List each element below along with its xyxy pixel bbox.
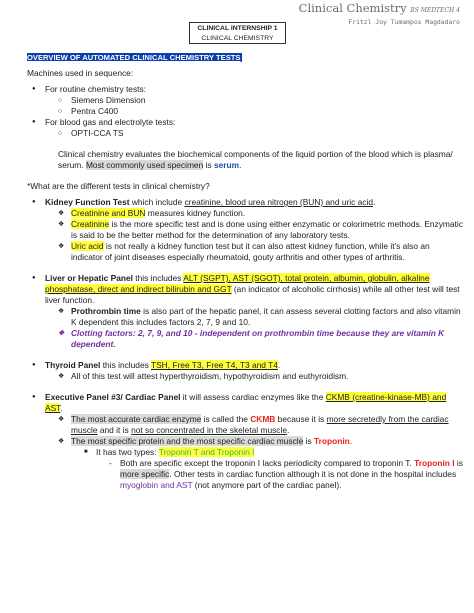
kidney-text: which include bbox=[129, 197, 185, 207]
thyroid-panel-name: Thyroid Panel bbox=[45, 360, 101, 370]
kidney-subtext: is the more specific test and is done using either enzymatic or colorimetric methods. Enzymatic is said to be the better method for the determination of any laboratory tests. bbox=[71, 219, 463, 240]
kidney-highlight: Creatinine and BUN bbox=[71, 208, 146, 218]
title-box bbox=[189, 22, 286, 44]
troponin-types-highlight: Troponin T and Troponin I bbox=[158, 447, 255, 457]
page-header bbox=[299, 2, 460, 26]
liver-panel-item bbox=[27, 273, 463, 306]
kidney-highlight: Creatinine bbox=[71, 219, 110, 229]
troponin-i-label: Troponin I bbox=[414, 458, 455, 468]
troponin-types-text: It has two types: bbox=[96, 447, 159, 457]
cardiac-highlight: The most accurate cardiac enzyme bbox=[71, 414, 202, 424]
kidney-subtext: is not really a kidney function test but it can also attest kidney function, while it's also an indicator of joint diseases especially rheumatoid, gouty arthritis and other types of arthritis. bbox=[71, 241, 430, 262]
machine-item: ○ Pentra C400 bbox=[27, 106, 463, 117]
header-course: BS MEDTECH 4 bbox=[410, 7, 460, 14]
kidney-subitem bbox=[27, 208, 463, 219]
kidney-test-item bbox=[27, 197, 463, 208]
cardiac-panel-name: Executive Panel #3/ Cardiac Panel bbox=[45, 392, 181, 402]
question-line: *What are the different tests in clinical chemistry? bbox=[27, 181, 210, 191]
troponin-detail-text: is bbox=[454, 458, 463, 468]
thyroid-subitem: ❖ All of this test will attest hyperthyroidism, hypothyroidism and euthyroidism. bbox=[27, 371, 463, 382]
machine-item: ○ Siemens Dimension bbox=[27, 95, 463, 106]
machines-intro: Machines used in sequence: bbox=[27, 68, 134, 78]
kidney-test-name: Kidney Function Test bbox=[45, 197, 130, 207]
troponin-detail-item bbox=[27, 458, 463, 491]
gas-tests-label: ● For blood gas and electrolyte tests: bbox=[27, 117, 463, 128]
liver-text: this includes bbox=[132, 273, 184, 283]
paragraph-text: Clinical chemistry evaluates the biochemical components of the liquid portion of the blood which is plasma/ serum. bbox=[58, 149, 453, 170]
cardiac-subtext: . bbox=[349, 436, 353, 446]
cardiac-panel-item bbox=[27, 392, 463, 414]
paragraph-serum: serum bbox=[213, 160, 240, 170]
section-heading-row bbox=[27, 52, 463, 63]
cardiac-text: it will assess cardiac enzymes like the bbox=[180, 392, 326, 402]
document-body bbox=[27, 52, 463, 491]
thyroid-text: this includes bbox=[100, 360, 151, 370]
troponin-detail-text: . Other tests in cardiac function although it is not done in the hospital includes bbox=[169, 469, 457, 479]
cardiac-subitem bbox=[27, 414, 463, 436]
intro-paragraph bbox=[27, 149, 463, 171]
cardiac-subtext: and it is bbox=[97, 425, 132, 435]
troponin-detail-text: Both are specific except the troponin I lacks periodicity compared to troponin T. bbox=[120, 458, 415, 468]
cardiac-subtext: because it is bbox=[275, 414, 327, 424]
liver-panel-name: Liver or Hepatic Panel bbox=[45, 273, 133, 283]
cardiac-subtext: . bbox=[287, 425, 290, 435]
liver-list: ALT (SGPT), AST (SGOT), total protein, albumin, globulin, alkaline phosphatase, direct and indirect bilirubin and GGT bbox=[45, 273, 430, 294]
cardiac-highlight: The most specific protein and the most specific cardiac muscle bbox=[71, 436, 304, 446]
header-author: Fritzl Joy Tumampos Magdadaro bbox=[348, 18, 460, 26]
thyroid-list: TSH, Free T3, Free T4, T3 and T4 bbox=[150, 360, 278, 370]
section-heading: OVERVIEW OF AUTOMATED CLINICAL CHEMISTRY TESTS bbox=[27, 53, 241, 62]
paragraph-text: is bbox=[203, 160, 214, 170]
cardiac-underline: more secretedly from the cardiac muscle bbox=[71, 414, 449, 435]
troponin-types-item bbox=[27, 447, 463, 458]
machine-item: ○ OPTI-CCA TS bbox=[27, 128, 463, 139]
kidney-subitem bbox=[27, 219, 463, 241]
troponin-detail-highlight: more specific bbox=[120, 469, 170, 479]
routine-tests-label: ● For routine chemistry tests: bbox=[27, 84, 463, 95]
thyroid-panel-item bbox=[27, 360, 463, 371]
prothrombin-time-label: Prothrombin time bbox=[71, 306, 141, 316]
liver-subitem bbox=[27, 306, 463, 328]
cardiac-subitem bbox=[27, 436, 463, 447]
header-title: Clinical Chemistry bbox=[298, 1, 407, 15]
thyroid-text: . bbox=[277, 360, 281, 370]
troponin-detail-text: (not anymore part of the cardiac panel). bbox=[192, 480, 342, 490]
kidney-text: . bbox=[373, 197, 376, 207]
cardiac-subtext: is called the bbox=[201, 414, 251, 424]
clotting-factors-note: ❖ Clotting factors: 2, 7, 9, and 10 - independent on prothrombin time because they are vitamin K dependent. bbox=[27, 328, 463, 350]
kidney-highlight: Uric acid bbox=[71, 241, 104, 251]
kidney-subtext: measures kidney function. bbox=[145, 208, 246, 218]
ckmb-label: CKMB bbox=[250, 414, 276, 424]
kidney-list: creatinine, blood urea nitrogen (BUN) and uric acid bbox=[184, 197, 374, 207]
cardiac-subtext: is bbox=[303, 436, 314, 446]
liver-subtext: is also part of the hepatic panel, it can assess several clotting factors and also vitamin K dependent this includes factors 2, 7, 9 and 10. bbox=[71, 306, 461, 327]
myoglobin-ast-label: myoglobin and AST bbox=[120, 480, 193, 490]
paragraph-highlight: Most commonly used specimen bbox=[85, 160, 204, 170]
header-title-line bbox=[299, 2, 460, 17]
title-box-line1: CLINICAL INTERNSHIP 1 bbox=[197, 25, 278, 32]
cardiac-underline: not so concentrated in the skeletal muscle bbox=[131, 425, 288, 435]
title-box-line2: CLINICAL CHEMISTRY bbox=[201, 34, 274, 42]
cardiac-list: CKMB (creatine-kinase-MB) and AST bbox=[45, 392, 447, 413]
paragraph-text: . bbox=[239, 160, 242, 170]
kidney-subitem bbox=[27, 241, 463, 263]
liver-text: (an indicator of alcoholic cirrhosis) while all other test will test liver function. bbox=[45, 284, 460, 305]
troponin-label: Troponin bbox=[313, 436, 350, 446]
cardiac-text: . bbox=[60, 403, 63, 413]
